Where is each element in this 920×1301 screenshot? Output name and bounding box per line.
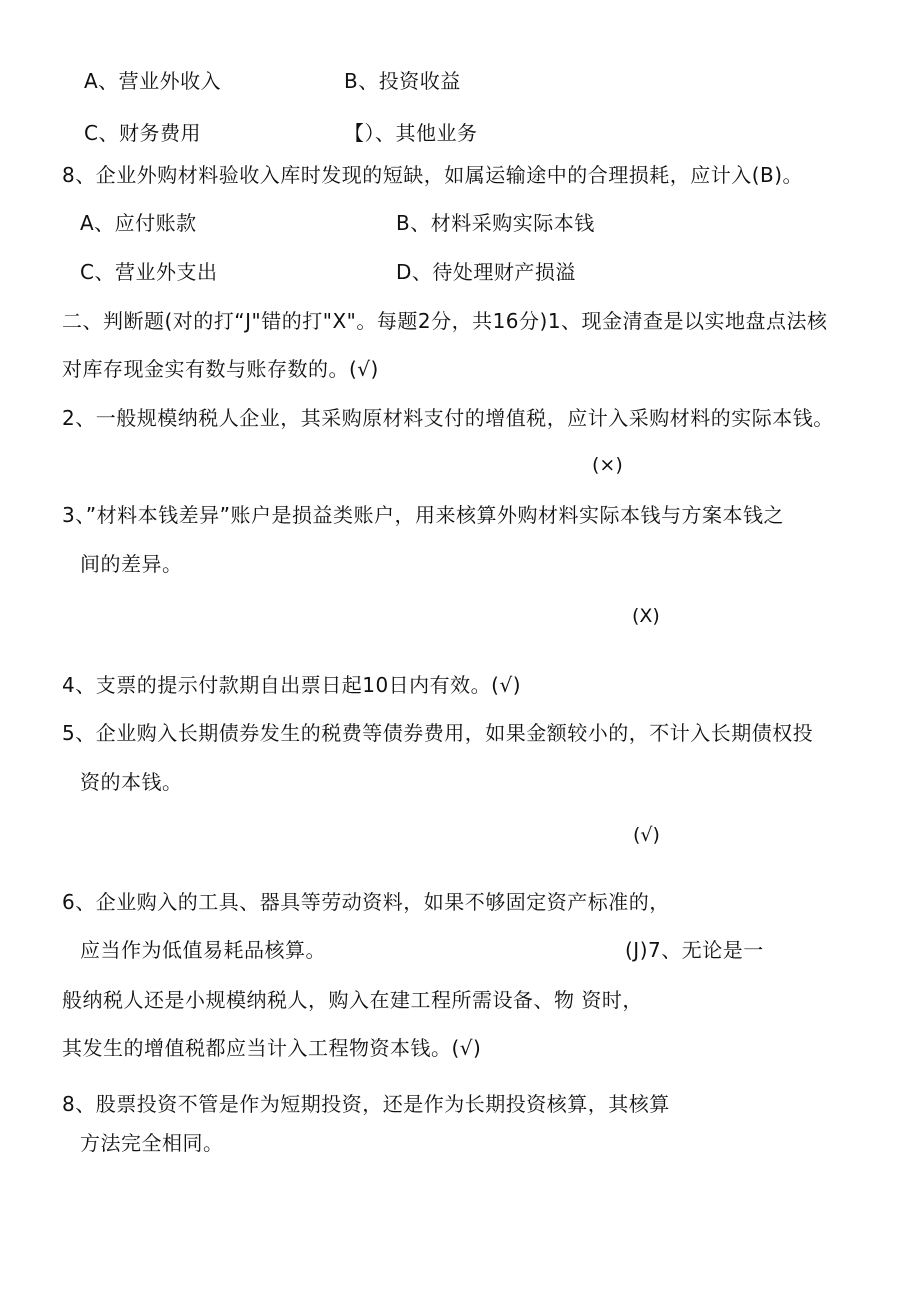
judgment-item-3-answer: (X) <box>632 605 660 627</box>
judgment-item-6-cont: 应当作为低值易耗品核算。 <box>80 938 326 962</box>
judgment-item-5: 5、企业购入长期债券发生的税费等债券费用，如果金额较小的，不计入长期债权投 <box>62 721 814 745</box>
judgment-item-3: 3、”材料本钱差异”账户是损益类账户，用来核算外购材料实际本钱与方案本钱之 <box>62 503 784 527</box>
q8-option-a: A、应付账款 <box>80 211 197 235</box>
judgment-item-7-cont: 般纳税人还是小规模纳税人，购入在建工程所需设备、物 资时， <box>62 988 643 1012</box>
q8-stem: 8、企业外购材料验收入库时发现的短缺，如属运输途中的合理损耗，应计入(B)。 <box>62 163 804 187</box>
judgment-item-8: 8、股票投资不管是作为短期投资，还是作为长期投资核算，其核算 <box>62 1092 670 1116</box>
q7-option-d: 【）、其他业务 <box>344 121 478 145</box>
judgment-item-5-answer: (√) <box>633 824 660 846</box>
judgment-item-8-cont: 方法完全相同。 <box>80 1131 224 1155</box>
judgment-item-2: 2、一般规模纳税人企业，其采购原材料支付的增值税，应计入采购材料的实际本钱。 <box>62 406 834 430</box>
section2-heading: 二、判断题(对的打“J"错的打"X"。每题2分，共16分)1、现金清查是以实地盘点法核 <box>62 309 828 333</box>
judgment-item-2-answer: (×) <box>592 454 623 476</box>
judgment-item-6-answer-item-7: (J)7、无论是一 <box>625 938 764 962</box>
q7-option-a: A、营业外收入 <box>84 69 222 93</box>
q8-option-c: C、营业外支出 <box>80 260 218 284</box>
q8-option-b: B、材料采购实际本钱 <box>396 211 595 235</box>
judgment-item-7-cont-2: 其发生的增值税都应当计入工程物资本钱。(√) <box>62 1036 482 1060</box>
q8-option-d: D、待处理财产损溢 <box>396 260 576 284</box>
q7-option-b: B、投资收益 <box>344 69 461 93</box>
judgment-item-6: 6、企业购入的工具、器具等劳动资料，如果不够固定资产标准的， <box>62 890 670 914</box>
judgment-item-5-cont: 资的本钱。 <box>80 770 183 794</box>
judgment-item-3-cont: 间的差异。 <box>80 552 183 576</box>
q7-option-c: C、财务费用 <box>84 121 201 145</box>
judgment-item-4: 4、支票的提示付款期自出票日起10日内有效。(√) <box>62 673 522 697</box>
judgment-item-1-cont: 对库存现金实有数与账存数的。(√) <box>62 357 379 381</box>
